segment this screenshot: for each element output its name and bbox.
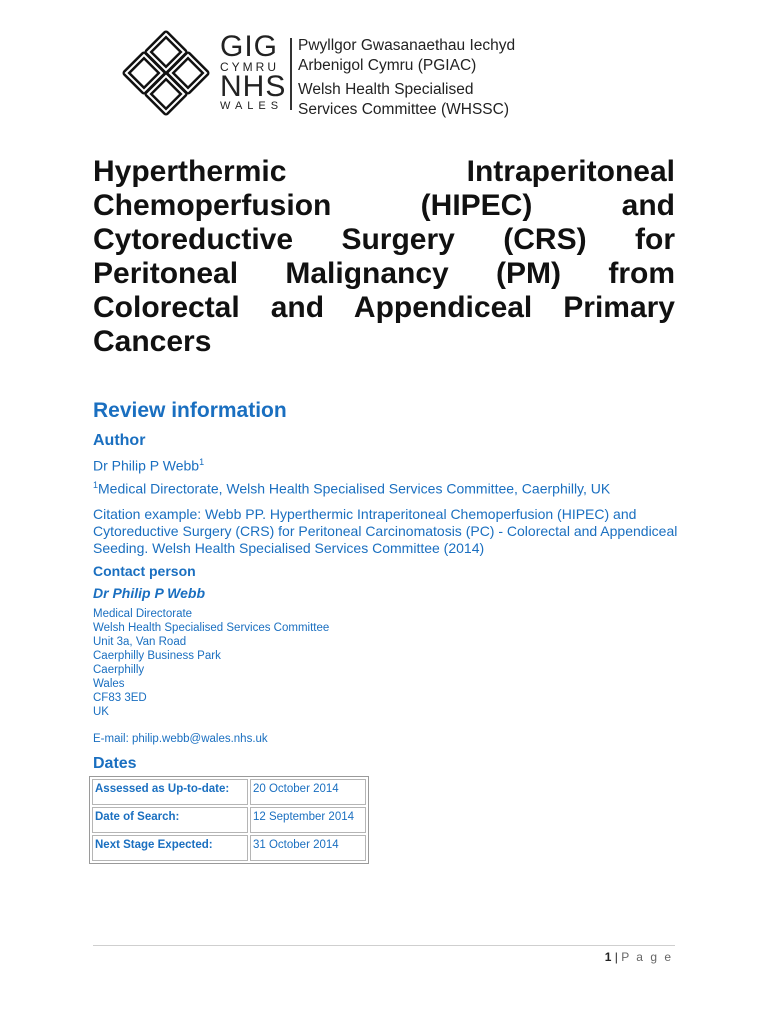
address-line: Caerphilly bbox=[93, 664, 145, 676]
celtic-knot-logo-icon bbox=[120, 28, 212, 118]
organisation-name bbox=[298, 36, 515, 120]
table-row bbox=[92, 835, 366, 861]
address-line: Unit 3a, Van Road bbox=[93, 636, 187, 648]
page-number-value: 1 bbox=[604, 950, 612, 964]
citation-example: Citation example: Webb PP. Hyperthermic Intraperitoneal Chemoperfusion (HIPEC) and Cytoreductive Surgery (CRS) for Peritoneal Carcinomatosis (PC) - Colorectal and Appendiceal Seeding. Welsh Health Specialised Services Committee (2014) bbox=[93, 506, 678, 556]
dates-value-cell: 12 September 2014 bbox=[250, 807, 366, 833]
address-line: Caerphilly Business Park bbox=[93, 650, 221, 662]
author-heading: Author bbox=[93, 432, 146, 449]
logo-wales-text: WALES bbox=[220, 100, 284, 112]
page-number bbox=[605, 950, 673, 964]
page-label: P a g e bbox=[621, 950, 673, 964]
dates-label-cell: Next Stage Expected: bbox=[92, 835, 248, 861]
dates-value-cell: 20 October 2014 bbox=[250, 779, 366, 805]
contact-person-heading: Contact person bbox=[93, 563, 196, 579]
contact-address bbox=[93, 607, 329, 719]
author-superscript: 1 bbox=[199, 457, 205, 467]
logo-gig-text: GIG bbox=[220, 30, 279, 63]
header bbox=[120, 28, 540, 118]
address-line: UK bbox=[93, 706, 109, 718]
dates-table bbox=[89, 776, 369, 864]
logo-nhs-text: NHS bbox=[220, 70, 287, 103]
address-line: CF83 3ED bbox=[93, 692, 147, 704]
dates-label-cell: Assessed as Up-to-date: bbox=[92, 779, 248, 805]
document-title: Hyperthermic Intraperitoneal Chemoperfusion (HIPEC) and Cytoreductive Surgery (CRS) for Peritoneal Malignancy (PM) from Colorectal and Appendiceal Primary Cancers bbox=[93, 155, 675, 358]
org-line-welsh-1: Pwyllgor Gwasanaethau Iechyd bbox=[298, 37, 516, 54]
footer-divider bbox=[93, 945, 675, 946]
dates-heading: Dates bbox=[93, 755, 137, 772]
org-line-english-1: Welsh Health Specialised bbox=[298, 81, 474, 98]
author-affiliation bbox=[93, 480, 610, 497]
author-name-text: Dr Philip P Webb bbox=[93, 457, 200, 474]
author-name bbox=[93, 457, 204, 474]
table-row bbox=[92, 779, 366, 805]
page-number-separator: | bbox=[614, 950, 618, 964]
table-row bbox=[92, 807, 366, 833]
review-information-heading: Review information bbox=[93, 399, 287, 422]
logo-cymru-text: CYMRU bbox=[220, 60, 279, 74]
contact-name: Dr Philip P Webb bbox=[93, 585, 206, 601]
dates-label-cell: Date of Search: bbox=[92, 807, 248, 833]
header-divider bbox=[290, 38, 292, 110]
affiliation-superscript: 1 bbox=[93, 480, 99, 490]
contact-email[interactable]: E-mail: philip.webb@wales.nhs.uk bbox=[93, 733, 268, 745]
affiliation-text: Medical Directorate, Welsh Health Specialised Services Committee, Caerphilly, UK bbox=[98, 480, 611, 497]
address-line: Welsh Health Specialised Services Committee bbox=[93, 622, 330, 634]
org-line-welsh-2: Arbenigol Cymru (PGIAC) bbox=[298, 57, 477, 74]
address-line: Medical Directorate bbox=[93, 608, 193, 620]
address-line: Wales bbox=[93, 678, 125, 690]
dates-value-cell: 31 October 2014 bbox=[250, 835, 366, 861]
org-line-english-2: Services Committee (WHSSC) bbox=[298, 101, 509, 118]
